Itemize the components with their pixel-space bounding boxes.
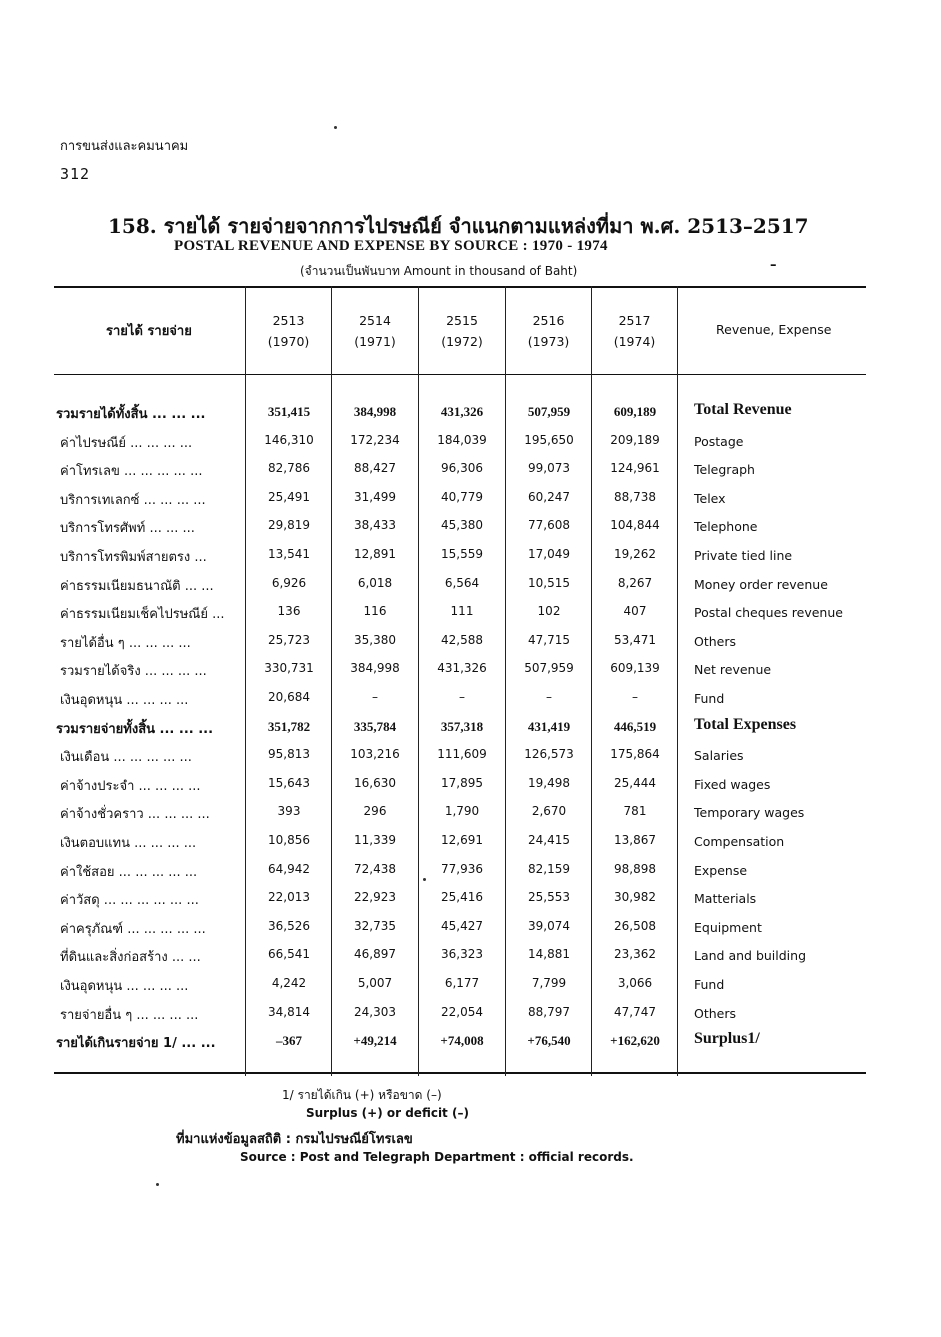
value-cell: 25,723 — [268, 632, 310, 647]
table-row — [54, 857, 866, 885]
value-cell: – — [372, 690, 378, 704]
source-english: Source : Post and Telegraph Department : official records. — [240, 1150, 634, 1164]
row-label-thai: ค่าวัสดุ ... ... ... ... ... ... — [60, 893, 199, 909]
row-label-thai: ค่าจ้างประจำ ... ... ... ... — [60, 778, 201, 794]
value-cell: 98,898 — [614, 861, 656, 876]
value-cell: 8,267 — [617, 575, 653, 590]
row-label-thai: รายได้อื่น ๆ ... ... ... ... — [60, 635, 191, 651]
table-row — [54, 971, 866, 999]
units-note: (จำนวนเป็นพันบาท Amount in thousand of Baht) — [300, 264, 578, 278]
row-label-english: Equipment — [694, 919, 762, 935]
value-cell: 15,559 — [441, 547, 483, 561]
value-cell: 335,784 — [353, 718, 397, 734]
row-label-english: Others — [694, 1005, 737, 1021]
value-cell: 25,444 — [614, 775, 656, 790]
scan-speck — [156, 1183, 159, 1186]
value-cell: 34,814 — [268, 1004, 310, 1019]
row-label-thai: รวมรายได้จริง ... ... ... ... — [60, 664, 207, 680]
value-cell: 19,498 — [528, 775, 570, 790]
row-label-english: Land and building — [694, 948, 807, 964]
value-cell: 6,926 — [271, 575, 307, 590]
value-cell: +49,214 — [353, 1033, 397, 1049]
units-dash-mark: – — [770, 258, 777, 273]
value-cell: 11,339 — [354, 833, 396, 847]
row-label-english: Telephone — [694, 519, 758, 535]
row-label-thai: ค่าโทรเลข ... ... ... ... ... — [60, 464, 203, 480]
value-cell: 15,643 — [268, 775, 310, 790]
value-cell: 609,139 — [610, 661, 660, 676]
value-cell: 351,415 — [267, 404, 311, 419]
value-cell: 172,234 — [350, 432, 400, 447]
value-cell: 29,819 — [268, 518, 310, 533]
row-label-thai: ค่าไปรษณีย์ ... ... ... ... — [60, 435, 193, 451]
value-cell: 3,066 — [617, 976, 653, 990]
table-row — [54, 799, 866, 827]
value-cell: 296 — [363, 804, 387, 819]
value-cell: 24,415 — [528, 833, 570, 847]
row-label-thai: เงินเดือน ... ... ... ... ... — [60, 750, 192, 766]
value-cell: 6,564 — [444, 575, 480, 590]
value-cell: 96,306 — [441, 461, 483, 476]
table-row — [54, 428, 866, 456]
value-cell: 38,433 — [354, 518, 396, 533]
value-cell: 46,897 — [354, 947, 396, 962]
value-cell: 32,735 — [354, 918, 396, 933]
value-cell: 23,362 — [614, 947, 656, 962]
value-cell: 35,380 — [354, 632, 396, 647]
row-label-english: Expense — [694, 862, 748, 878]
value-cell: 24,303 — [354, 1004, 396, 1019]
row-label-thai: ค่าจ้างชั่วคราว ... ... ... ... — [60, 807, 210, 823]
value-cell: 10,515 — [528, 575, 570, 590]
value-cell: 111,609 — [437, 747, 487, 762]
row-label-english: Salaries — [694, 748, 744, 764]
table-row — [54, 942, 866, 970]
source-thai: ที่มาแห่งข้อมูลสถิติ : กรมไปรษณีย์โทรเลข — [176, 1132, 413, 1147]
row-label-thai: บริการโทรพิมพ์สายตรง ... — [60, 550, 207, 565]
value-cell: +74,008 — [440, 1033, 484, 1049]
row-label-english: Total Revenue — [694, 401, 792, 418]
value-cell: 17,049 — [528, 547, 570, 561]
table-row — [54, 656, 866, 684]
value-cell: 95,813 — [268, 747, 310, 762]
row-label-english: Temporary wages — [694, 805, 805, 821]
value-cell: 25,416 — [441, 890, 483, 905]
table-title-english: POSTAL REVENUE AND EXPENSE BY SOURCE : 1970 - 1974 — [174, 238, 608, 254]
value-cell: 330,731 — [264, 661, 314, 676]
value-cell: 507,959 — [524, 661, 574, 676]
header-year-5 — [592, 310, 677, 352]
row-label-english: Fixed wages — [694, 776, 771, 792]
value-cell: +162,620 — [610, 1033, 660, 1049]
table-row — [54, 1028, 866, 1056]
table-top-rule — [54, 286, 866, 288]
value-cell: 146,310 — [264, 432, 314, 447]
value-cell: 136 — [277, 604, 301, 619]
row-label-english: Postal cheques revenue — [694, 605, 843, 621]
year-ad: (1971) — [354, 334, 396, 349]
row-label-english: Fund — [694, 977, 725, 992]
value-cell: 10,856 — [268, 833, 310, 847]
value-cell: 26,508 — [614, 918, 656, 933]
value-cell: 47,747 — [614, 1004, 656, 1019]
value-cell: 60,247 — [528, 489, 570, 504]
table-row — [54, 628, 866, 656]
table-row — [54, 742, 866, 770]
row-label-thai: เงินอุดหนุน ... ... ... ... — [60, 693, 189, 708]
value-cell: 77,936 — [441, 861, 483, 876]
value-cell: 431,326 — [440, 404, 484, 419]
value-cell: 66,541 — [268, 947, 310, 962]
value-cell: 781 — [623, 804, 647, 819]
row-label-english: Net revenue — [694, 662, 772, 678]
table-row — [54, 771, 866, 799]
value-cell: 88,797 — [528, 1004, 570, 1019]
value-cell: 384,998 — [353, 404, 397, 419]
value-cell: 407 — [623, 604, 647, 619]
table-row — [54, 685, 866, 713]
page-number: 312 — [60, 165, 91, 183]
header-bottom-rule — [54, 374, 866, 375]
table-row — [54, 571, 866, 599]
year-be: 2516 — [532, 313, 565, 328]
row-label-thai: เงินอุดหนุน ... ... ... ... — [60, 979, 189, 994]
row-label-english: Postage — [694, 433, 744, 449]
header-revenue-expense-thai: รายได้ รายจ่าย — [106, 324, 192, 339]
value-cell: 72,438 — [354, 861, 396, 876]
value-cell: 357,318 — [440, 718, 484, 734]
row-label-english: Money order revenue — [694, 576, 828, 592]
value-cell: 175,864 — [610, 747, 660, 762]
table-row — [54, 599, 866, 627]
value-cell: 4,242 — [271, 976, 307, 990]
value-cell: 42,588 — [441, 632, 483, 647]
value-cell: 609,189 — [613, 404, 657, 419]
row-label-thai: รวมรายจ่ายทั้งสิ้น ... ... ... — [56, 721, 214, 737]
table-row — [54, 714, 866, 742]
year-ad: (1970) — [267, 334, 310, 349]
header-year-3 — [419, 310, 505, 352]
row-label-thai: บริการเทเลกซ์ ... ... ... ... — [60, 492, 206, 508]
value-cell: 2,670 — [531, 804, 567, 819]
row-label-english: Private tied line — [694, 548, 793, 563]
value-cell: 64,942 — [268, 861, 310, 876]
value-cell: 77,608 — [528, 518, 570, 533]
value-cell: 1,790 — [444, 804, 480, 819]
value-cell: 111 — [450, 604, 474, 619]
header-year-1 — [246, 310, 331, 352]
value-cell: 45,380 — [441, 518, 483, 533]
row-label-english: Telex — [694, 490, 726, 506]
value-cell: 22,923 — [354, 890, 396, 905]
year-be: 2514 — [359, 313, 391, 328]
row-label-thai: ค่าใช้สอย ... ... ... ... ... — [60, 864, 198, 880]
value-cell: 82,786 — [268, 461, 310, 476]
row-label-thai: รายจ่ายอื่น ๆ ... ... ... ... — [60, 1007, 199, 1023]
row-label-english: Others — [694, 633, 737, 649]
value-cell: 7,799 — [531, 976, 567, 990]
row-label-english: Fund — [694, 691, 725, 706]
value-cell: 88,427 — [354, 461, 396, 476]
value-cell: +76,540 — [527, 1033, 571, 1049]
value-cell: 25,491 — [268, 489, 310, 504]
value-cell: 116 — [363, 604, 387, 619]
table-row — [54, 885, 866, 913]
row-label-thai: ค่าธรรมเนียมธนาณัติ ... ... — [60, 578, 214, 594]
value-cell: – — [632, 690, 638, 704]
table-row — [54, 513, 866, 541]
table-bottom-rule — [54, 1072, 866, 1074]
value-cell: 36,323 — [441, 947, 483, 962]
year-be: 2513 — [272, 313, 305, 328]
table-title-thai: 158. รายได้ รายจ่ายจากการไปรษณีย์ จำแนกตามแหล่งที่มา พ.ศ. 2513–2517 — [108, 214, 809, 238]
chapter-header: การขนส่งและคมนาคม — [60, 139, 189, 154]
table-row — [54, 399, 866, 427]
footnote-thai: 1/ รายได้เกิน (+) หรือขาด (–) — [282, 1088, 442, 1102]
value-cell: 13,541 — [268, 547, 310, 561]
row-label-english: Total Expenses — [694, 715, 797, 733]
row-label-thai: ค่าธรรมเนียมเช็คไปรษณีย์ ... — [60, 607, 225, 623]
value-cell: 99,073 — [528, 461, 570, 476]
value-cell: 53,471 — [614, 632, 656, 647]
value-cell: 47,715 — [528, 632, 570, 647]
row-label-thai: รายได้เกินรายจ่าย 1/ ... ... — [56, 1036, 216, 1052]
value-cell: 22,054 — [441, 1004, 483, 1019]
footnote-english: Surplus (+) or deficit (–) — [306, 1106, 469, 1120]
value-cell: – — [459, 690, 465, 704]
value-cell: 19,262 — [614, 547, 656, 561]
value-cell: 124,961 — [610, 461, 660, 476]
row-label-thai: เงินตอบแทน ... ... ... ... — [60, 836, 197, 851]
value-cell: 30,982 — [614, 890, 656, 905]
value-cell: 431,419 — [527, 718, 571, 734]
scan-speck — [334, 126, 337, 129]
value-cell: 12,891 — [354, 547, 396, 561]
value-cell: 384,998 — [350, 661, 400, 676]
data-table — [54, 286, 866, 1076]
value-cell: 45,427 — [441, 918, 483, 933]
value-cell: 103,216 — [350, 747, 400, 762]
value-cell: 22,013 — [268, 890, 310, 905]
table-row — [54, 542, 866, 570]
value-cell: 25,553 — [528, 890, 570, 905]
value-cell: – — [546, 690, 552, 704]
row-label-thai: ค่าครุภัณฑ์ ... ... ... ... ... — [60, 921, 206, 937]
table-row — [54, 485, 866, 513]
value-cell: 40,779 — [441, 489, 483, 504]
year-be: 2515 — [446, 313, 478, 328]
value-cell: 82,159 — [528, 861, 570, 876]
header-revenue-expense-english: Revenue, Expense — [716, 322, 832, 337]
value-cell: 5,007 — [357, 976, 393, 990]
row-label-thai: บริการโทรศัพท์ ... ... ... — [60, 521, 195, 537]
value-cell: 126,573 — [524, 747, 574, 762]
table-row — [54, 1000, 866, 1028]
value-cell: 209,189 — [610, 432, 660, 447]
value-cell: 446,519 — [613, 718, 657, 734]
value-cell: 507,959 — [527, 404, 571, 419]
value-cell: 351,782 — [267, 718, 311, 734]
row-label-thai: ที่ดินและสิ่งก่อสร้าง ... ... — [60, 950, 201, 966]
table-row — [54, 914, 866, 942]
value-cell: 36,526 — [268, 918, 310, 933]
value-cell: 17,895 — [441, 775, 483, 790]
value-cell: 184,039 — [437, 432, 487, 447]
year-ad: (1972) — [441, 334, 483, 349]
value-cell: 88,738 — [614, 489, 656, 504]
year-ad: (1974) — [613, 334, 656, 349]
table-row — [54, 828, 866, 856]
value-cell: 102 — [537, 604, 561, 619]
row-label-english: Surplus1/ — [694, 1030, 760, 1048]
scan-speck — [423, 878, 426, 881]
value-cell: 12,691 — [441, 833, 483, 847]
header-year-4 — [506, 310, 591, 352]
value-cell: 31,499 — [354, 489, 396, 504]
value-cell: 6,018 — [357, 575, 393, 590]
row-label-english: Matterials — [694, 891, 757, 907]
value-cell: 195,650 — [524, 432, 574, 447]
table-row — [54, 456, 866, 484]
value-cell: 431,326 — [437, 661, 487, 676]
row-label-english: Telegraph — [694, 462, 755, 478]
value-cell: 16,630 — [354, 775, 396, 790]
row-label-english: Compensation — [694, 834, 785, 849]
row-label-thai: รวมรายได้ทั้งสิ้น ... ... ... — [56, 407, 206, 422]
value-cell: 104,844 — [610, 518, 660, 533]
value-cell: 6,177 — [444, 976, 480, 990]
year-ad: (1973) — [527, 334, 570, 349]
value-cell: 39,074 — [528, 918, 570, 933]
header-year-2 — [332, 310, 418, 352]
year-be: 2517 — [618, 313, 651, 328]
value-cell: –367 — [276, 1033, 302, 1049]
value-cell: 14,881 — [528, 947, 570, 962]
value-cell: 20,684 — [268, 690, 310, 704]
value-cell: 393 — [277, 804, 301, 819]
value-cell: 13,867 — [614, 833, 656, 847]
